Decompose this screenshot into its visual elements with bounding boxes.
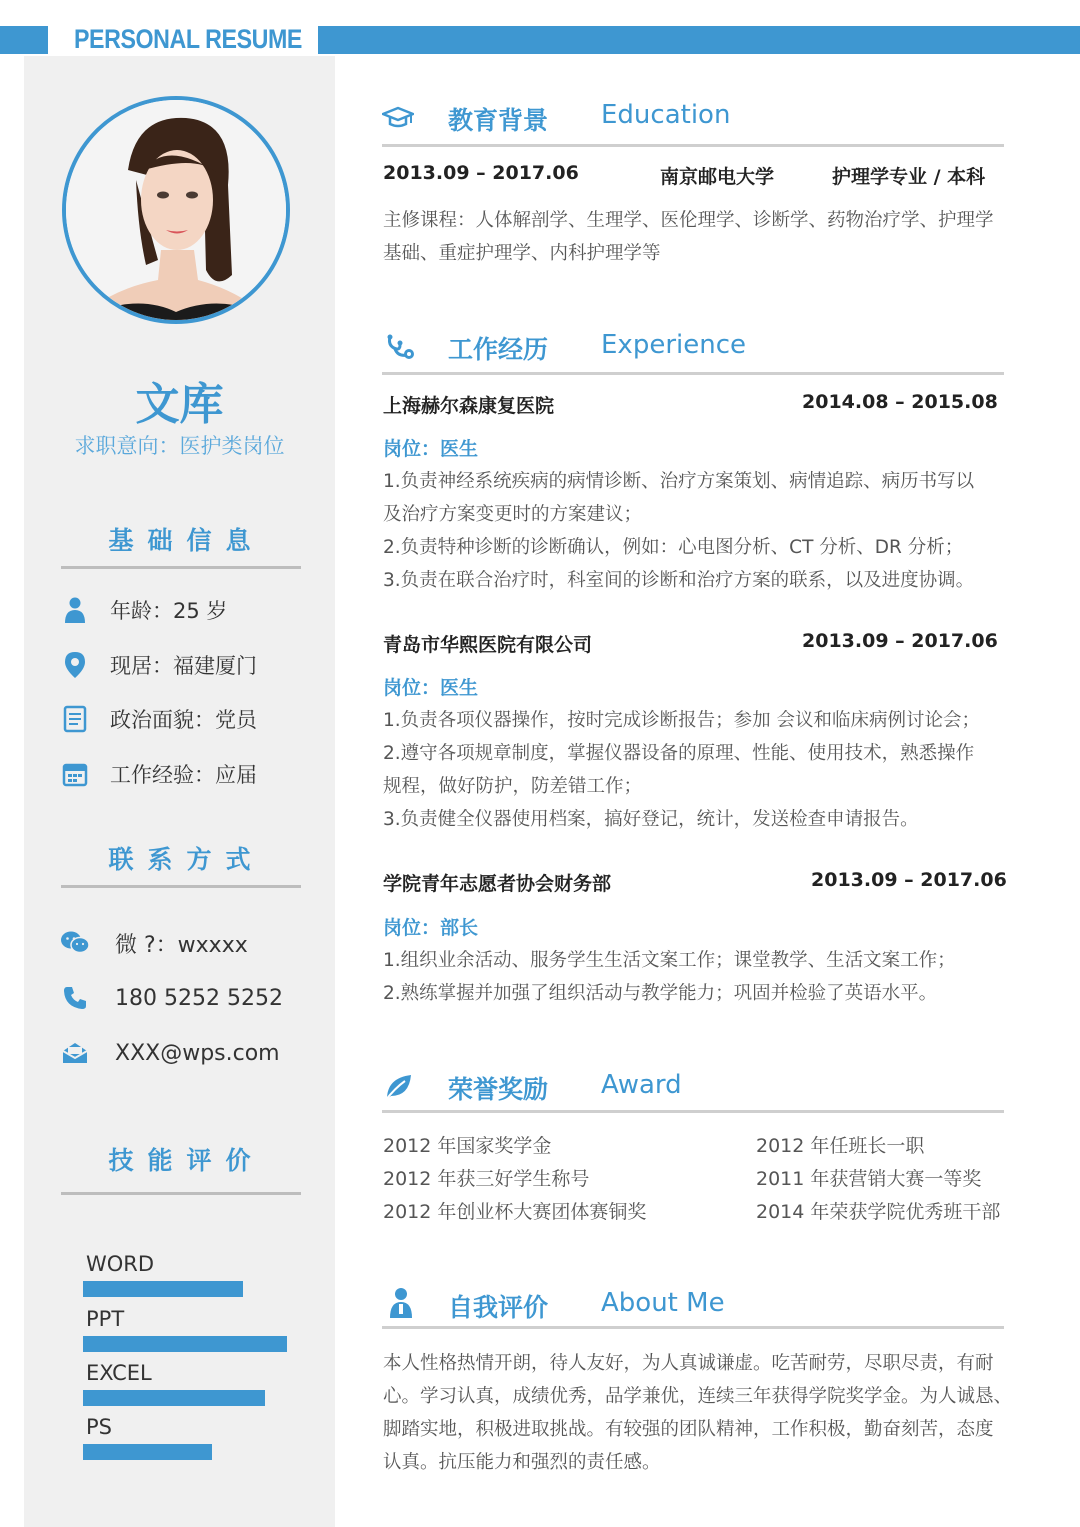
skill-bar-ppt [83,1336,287,1352]
education-divider [382,144,1004,147]
award-item: 2011 年获营销大赛一等奖 [756,1168,982,1190]
about-line: 认真。抗压能力和强烈的责任感。 [383,1452,661,1473]
skill-bar-ps [83,1444,212,1460]
education-courses-line: 基础、重症护理学、内科护理学等 [383,243,661,264]
contact-wechat [60,926,248,960]
job-company: 学院青年志愿者协会财务部 [383,873,612,895]
phone-icon [60,983,90,1013]
info-experience-text: 工作经验：应届 [110,763,257,787]
info-political [60,702,257,736]
education-period: 2013.09 – 2017.06 [383,162,579,184]
skill-label-ppt: PPT [86,1307,125,1331]
skill-bar-excel [83,1390,265,1406]
basic-info-divider [61,566,301,569]
award-item: 2012 年获三好学生称号 [383,1168,590,1190]
info-residence-text: 现居：福建厦门 [110,654,257,678]
contact-heading: 联系方式 [108,845,265,874]
candidate-name: 文库 [135,379,224,430]
award-item: 2012 年创业杯大赛团体赛铜奖 [383,1201,647,1223]
job-duty-line: 及治疗方案变更时的方案建议； [383,504,643,525]
job-company: 上海赫尔森康复医院 [383,395,555,417]
awards-title-en: Award [601,1070,682,1100]
info-residence [60,648,257,682]
job-duty-line: 1.负责各项仪器操作，按时完成诊断报告；参加 会议和临床病例讨论会； [383,710,981,731]
header-bar-right [318,26,1080,54]
about-line: 本人性格热情开朗，待人友好，为人真诚谦虚。吃苦耐劳，尽职尽责，有耐 [383,1353,994,1374]
avatar-portrait-icon [66,100,286,320]
awards-divider [382,1110,1004,1113]
job-role: 岗位：医生 [383,677,479,699]
about-title-cn: 自我评价 [448,1293,549,1322]
award-item: 2012 年国家奖学金 [383,1135,552,1157]
job-duty-line: 2.负责特种诊断的诊断确认，例如：心电图分析、CT 分析、DR 分析； [383,537,964,558]
about-divider [382,1326,1004,1329]
job-role: 岗位：部长 [383,917,479,939]
contact-phone [60,981,283,1015]
education-courses-line: 主修课程：人体解剖学、生理学、医伦理学、诊断学、药物治疗学、护理学 [383,210,994,231]
job-duty-line: 1.组织业余活动、服务学生生活文案工作；课堂教学、生活文案工作； [383,950,956,971]
contact-email-text: XXX@wps.com [115,1040,280,1066]
wechat-icon [60,928,90,958]
education-school: 南京邮电大学 [660,166,775,188]
contact-phone-text: 180 5252 5252 [115,985,283,1011]
job-period: 2014.08 – 2015.08 [802,391,998,413]
info-age-text: 年龄：25 岁 [110,599,228,623]
leaf-icon [381,1070,415,1104]
about-line: 脚踏实地，积极进取挑战。有较强的团队精神，工作积极，勤奋刻苦，态度 [383,1419,994,1440]
education-major: 护理学专业 / 本科 [832,166,986,188]
job-period: 2013.09 – 2017.06 [802,630,998,652]
experience-divider [382,372,1004,375]
experience-title-cn: 工作经历 [448,335,549,364]
education-title-cn: 教育背景 [448,106,549,135]
avatar [62,96,290,324]
experience-title-en: Experience [601,330,746,360]
job-period: 2013.09 – 2017.06 [811,869,1007,891]
skill-label-ps: PS [86,1415,112,1439]
skill-bar-word [83,1281,243,1297]
location-pin-icon [60,650,90,680]
job-duty-line: 3.负责健全仪器使用档案，搞好登记，统计，发送检查申请报告。 [383,809,919,830]
job-company: 青岛市华熙医院有限公司 [383,634,593,656]
about-line: 心。学习认真，成绩优秀，品学兼优，连续三年获得学院奖学金。为人诚恳、 [383,1386,1013,1407]
skills-divider [61,1192,301,1195]
job-duty-line: 2.遵守各项规章制度，掌握仪器设备的原理、性能、使用技术，熟悉操作 [383,743,975,764]
document-icon [60,704,90,734]
award-item: 2014 年荣获学院优秀班干部 [756,1201,1001,1223]
person-icon [384,1286,418,1320]
education-title-en: Education [601,100,731,130]
info-political-text: 政治面貌：党员 [110,708,257,732]
job-role: 岗位：医生 [383,438,479,460]
email-icon [60,1038,90,1068]
job-duty-line: 规程，做好防护，防差错工作； [383,776,643,797]
contact-email [60,1036,280,1070]
about-title-en: About Me [601,1288,725,1318]
header-bar-left [0,26,48,54]
skill-label-excel: EXCEL [86,1361,152,1385]
skill-label-word: WORD [86,1252,155,1276]
stethoscope-icon [384,330,418,364]
award-item: 2012 年任班长一职 [756,1135,925,1157]
resume-title: PERSONAL RESUME [74,24,302,54]
job-duty-line: 3.负责在联合治疗时，科室间的诊断和治疗方案的联系，以及进度协调。 [383,570,975,591]
awards-title-cn: 荣誉奖励 [448,1075,549,1104]
basic-info-heading: 基础信息 [108,526,265,555]
contact-wechat-text: 微 ?：wxxxx [115,932,248,958]
info-age [60,593,227,627]
skills-heading: 技能评价 [108,1146,265,1175]
job-duty-line: 2.熟练掌握并加强了组织活动与教学能力；巩固并检验了英语水平。 [383,983,938,1004]
info-experience [60,757,257,791]
graduation-cap-icon [381,101,415,135]
job-objective: 求职意向：医护类岗位 [74,434,285,458]
contact-divider [61,885,301,888]
person-icon [60,595,90,625]
job-duty-line: 1.负责神经系统疾病的病情诊断、治疗方案策划、病情追踪、病历书写以 [383,471,975,492]
calendar-icon [60,759,90,789]
